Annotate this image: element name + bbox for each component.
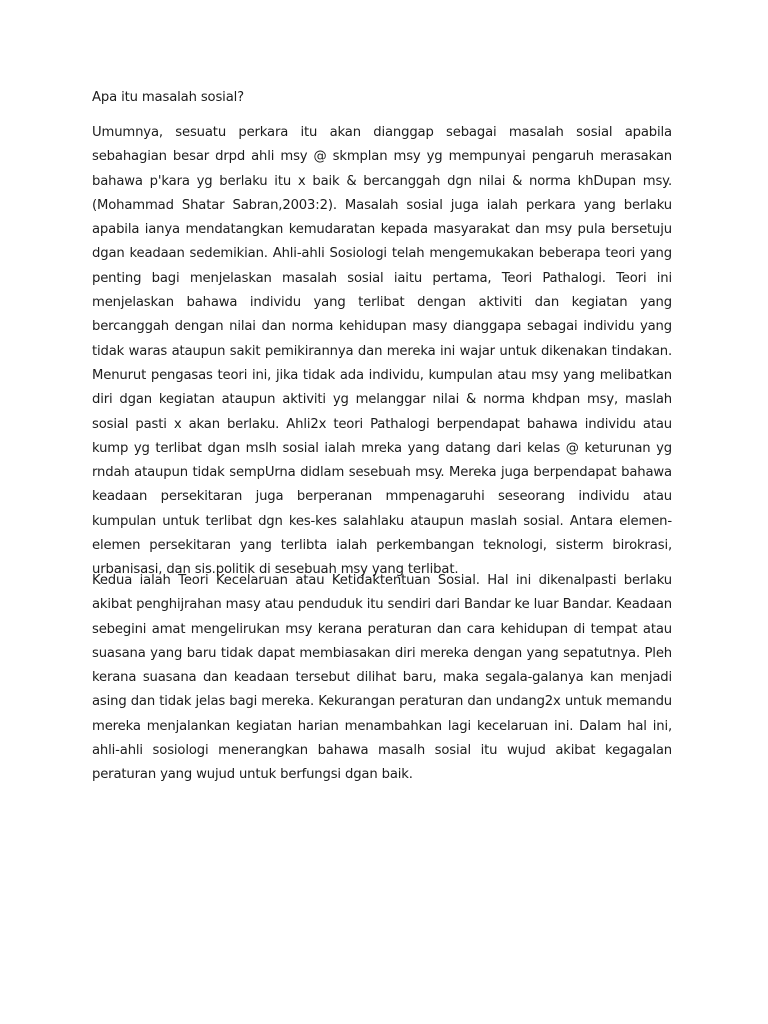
- paragraph-2: Kedua ialah Teori Kecelaruan atau Ketidaktentuan Sosial. Hal ini dikenalpasti berlaku akibat penghijrahan masy atau penduduk itu sendiri dari Bandar ke luar Bandar. Keadaan sebegini amat mengelirukan msy kerana peraturan dan cara kehidupan di tempat atau suasana yang baru tidak dapat membiasakan diri mereka dengan yang sepatutnya. Pleh kerana suasana dan keadaan tersebut dilihat baru, maka segala-galanya kan menjadi asing dan tidak jelas bagi mereka. Kekurangan peraturan dan undang2x untuk memandu mereka menjalankan kegiatan harian menambahkan lagi kecelaruan ini. Dalam hal ini, ahli-ahli sosiologi menerangkan bahawa masalh sosial itu wujud akibat kegagalan peraturan yang wujud untuk berfungsi dgan baik.: [92, 573, 672, 783]
- paragraph-1: Umumnya, sesuatu perkara itu akan dianggap sebagai masalah sosial apabila sebahagian besar drpd ahli msy @ skmplan msy yg mempunyai pengaruh merasakan bahawa p'kara yg berlaku itu x baik & bercanggah dgn nilai & norma khDupan msy.(Mohammad Shatar Sabran,2003:2). Masalah sosial juga ialah perkara yang berlaku apabila ianya mendatangkan kemudaratan kepada masyarakat dan msy pula bersetuju dgan keadaan sedemikian. Ahli-ahli Sosiologi telah mengemukakan beberapa teori yang penting bagi menjelaskan masalah sosial iaitu pertama, Teori Pathalogi. Teori ini menjelaskan bahawa individu yang terlibat dengan aktiviti dan kegiatan yang bercanggah dengan nilai dan norma kehidupan masy dianggapa sebagai individu yang tidak waras ataupun sakit pemikirannya dan mereka ini wajar untuk dikenakan tindakan. Menurut pengasas teori ini, jika tidak ada individu, kumpulan atau msy yang melibatkan diri dgan kegiatan ataupun aktiviti yg melanggar nilai & norma khdpan msy, maslah sosial pasti x akan berlaku. Ahli2x teori Pathalogi berpendapat bahawa individu atau kump yg terlibat dgan mslh sosial ialah mreka yang datang dari kelas @ keturunan yg rndah ataupun tidak sempUrna didlam sesebuah msy. Mereka juga berpendapat bahawa keadaan persekitaran juga berperanan mmpenagaruhi seseorang individu atau kumpulan untuk terlibat dgn kes-kes salahlaku ataupun maslah sosial. Antara elemen-elemen persekitaran yang terlibta ialah perkembangan teknologi, sisterm birokrasi, urbanisasi, dan sis.politik di sesebuah msy yang terlibat.: [92, 125, 672, 578]
- document-title: Apa itu masalah sosial?: [92, 90, 244, 105]
